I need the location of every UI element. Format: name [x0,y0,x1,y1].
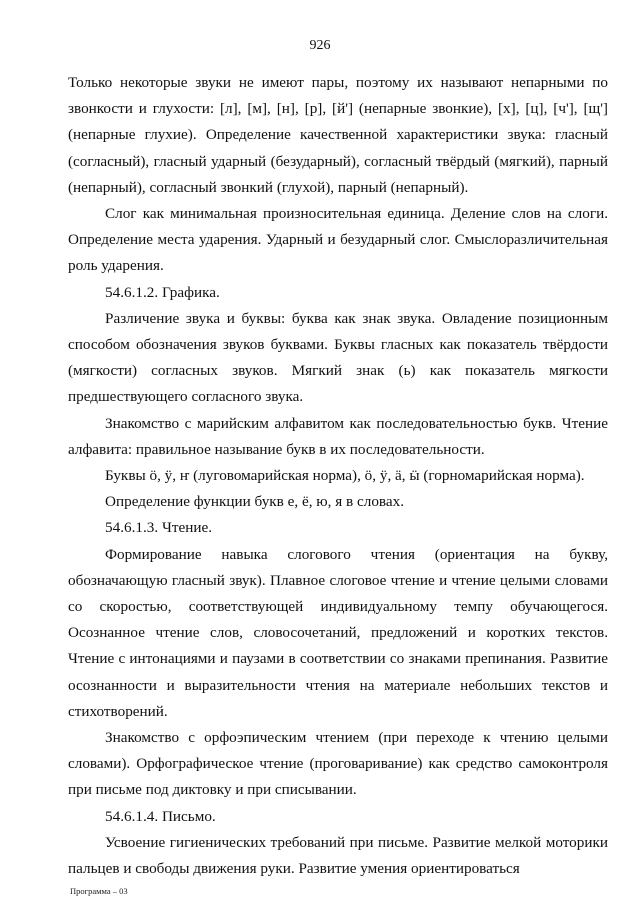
paragraph-syllable: Слог как минимальная произносительная единица. Деление слов на слоги. Определение места ударения. Ударный и безударный слог. Смыслоразличительная роль ударения. [68,205,608,275]
section-heading-reading: 54.6.1.3. Чтение. [105,519,212,537]
paragraph-sound-letter: Различение звука и буквы: буква как знак звука. Овладение позиционным способом обозначения звуков буквами. Буквы гласных как показатель твёрдости (мягкости) согласных звуков. Мягкий знак (ь) как показатель мягкости предшествующего согласного звука. [68,309,608,406]
paragraph-letters: Буквы ӧ, ӱ, ҥ (луговомарийская норма), ӧ, ӱ, ӓ, ӹ (горномарийская норма). [105,467,585,485]
paragraph-reading-skill: Формирование навыка слогового чтения (ориентация на букву, обозначающую гласный звук). Плавное слоговое чтение и чтение целыми словами со скоростью, соответствующей индивидуальному темпу обучающегося. Осознанное чтение слов, словосочетаний, предложений и коротких текстов. Чтение с интонациями и паузами в соответствии со знаками препинания. Развитие осознанности и выразительности чтения на материале небольших текстов и стихотворений. [68,545,608,720]
footer-label: Программа – 03 [70,886,128,896]
section-heading-graphics: 54.6.1.2. Графика. [105,283,220,301]
paragraph-orthoepic-reading: Знакомство с орфоэпическим чтением (при переходе к чтению целыми словами). Орфографическое чтение (проговаривание) как средство самоконтроля при письме под диктовку и при списывании. [68,729,608,799]
section-heading-writing: 54.6.1.4. Письмо. [105,807,216,825]
paragraph-hygiene: Усвоение гигиенических требований при письме. Развитие мелкой моторики пальцев и свободы движения руки. Развитие умения ориентироваться [68,833,608,878]
body-text [68,70,608,882]
paragraph-letter-function: Определение функции букв е, ё, ю, я в словах. [105,493,405,511]
paragraph-alphabet: Знакомство с марийским алфавитом как последовательностью букв. Чтение алфавита: правильное называние букв в их последовательности. [68,414,608,458]
page-number: 926 [309,38,331,53]
paragraph-unpaired-sounds: Только некоторые звуки не имеют пары, поэтому их называют непарными по звонкости и глухости: [л], [м], [н], [р], [й'] (непарные звонкие), [х], [ц], [ч'], [щ'] (непарные глухие). Определение качественной характеристики звука: гласный (согласный), гласный ударный (безударный), согласный твёрдый (мягкий), парный (непарный), согласный звонкий (глухой), парный (непарный). [68,74,608,196]
